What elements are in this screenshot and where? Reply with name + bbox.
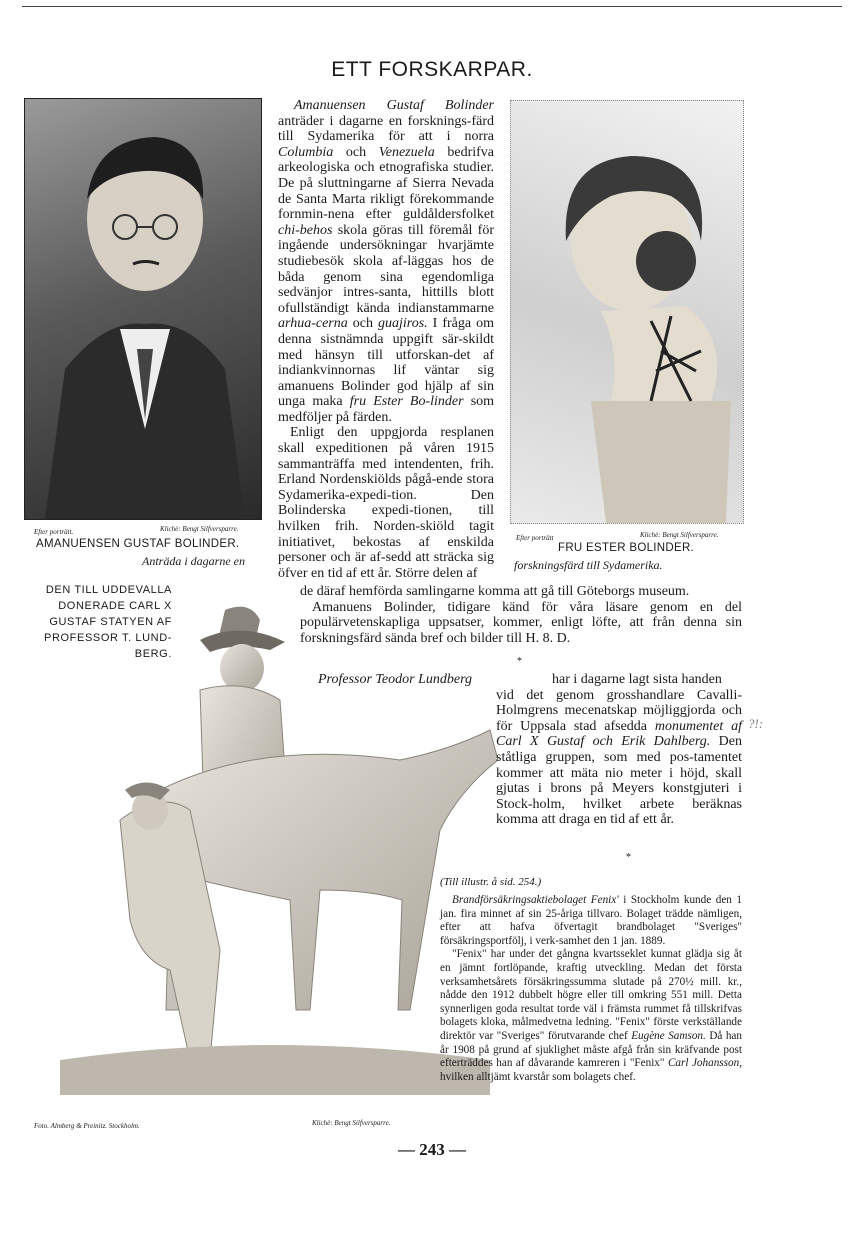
text-fragment: I fråga om denna sistnämnda uppgift sär-skildt med hänsyn till utforskan-det af indiankvinnornas lif väntar sig amanuens Bolinder god hjälp af sin unga maka (278, 316, 494, 410)
place-columbia: Columbia (278, 144, 334, 160)
name-samson: Eugène Samson. (631, 1029, 706, 1042)
name-johansson: Carl Johansson, (667, 1057, 742, 1070)
term-guajiros: guajiros. (377, 316, 428, 332)
lead-name-bolinder: Amanuensen Gustaf Bolinder (294, 98, 494, 113)
text-fragment: och (345, 144, 367, 160)
paragraph-resplan: Enligt den uppgjorda resplanen skall expeditionen på våren 1915 sammanträffa med intendenten, frih. Erland Nordenskiölds pågå-ende stora Sydamerika-expedi-tion. Den Bolinderska expedi-tionen, till hvilken frih. Norden-skiöld tagit initiativet, bekostas af enskilda personer och är af-sedd att sträcka sig öfver en tid af ett år. Större delen af (278, 425, 494, 581)
text-fragment: bedrifva arkeologiska och etnografiska studier. De på sluttningarne af Sierra Nevada de Santa Marta rikligt förekommande fornmin-nena efter guldåldersfolket (278, 144, 495, 223)
margin-note: ?!: (748, 716, 764, 731)
text-fragment: som medföljer på färden. (278, 394, 495, 425)
left-photo-caption: AMANUENSEN GUSTAF BOLINDER. (36, 538, 240, 550)
lead-name-lundberg: Professor Teodor Lundberg (318, 672, 473, 687)
text-fragment: skola göras till föremål för ingående undersökningar hvarjämte studiebesök skola af-läggas hos de båda genom sina egendomliga sedvänjor intres-santa, hittills blott ofullständigt kända indianstammarne (278, 222, 495, 316)
page-title: ETT FORSKARPAR. (331, 58, 533, 81)
article-fenix (440, 894, 742, 1084)
portrait-figure-woman (511, 101, 743, 523)
lundberg-first-words: har i dagarne lagt sista handen (552, 672, 722, 687)
paragraph-museum: de däraf hemförda samlingarne komma att gå till Göteborgs museum. (300, 584, 690, 599)
text-fragment: "Fenix" har under det gångna kvartsseklet kunnat glädja sig åt en jämnt fortlöpande, kraftig utveckling. Medan det första verksamhetsårets försäkringssumma slutade på 270½ mill. kr., nådde den 1912 dubbelt högre eller till omkring 551 mill. Detta synnerligen goda resultat torde väl i främsta rummet få tillskrifvas bolagets kloka, målmedvetna ledning. "Fenix" förste verkställande direktör var "Sveriges" förutvarande chef (440, 948, 742, 1042)
lundberg-first-line (318, 672, 742, 688)
portrait-figure (25, 99, 261, 519)
article-lundberg (318, 672, 742, 828)
statue-credit-left: Foto. Almberg & Preinitz. Stockholm. (34, 1122, 140, 1130)
term-chibehos: chi-behos (278, 222, 333, 238)
text-fragment: hvilken alltjämt kvarstår som bolagets chef. (440, 1070, 636, 1083)
page-number: — 243 — (398, 1140, 466, 1159)
top-rule (22, 6, 842, 7)
statue-caption-line: DONERADE CARL X (58, 600, 172, 612)
text-fragment: Då han år 1908 på grund af sjuklighet måste afgå från sin kräfvande post efterträddes han af dåvarande kamreren i "Fenix" (440, 1029, 742, 1070)
right-photo-credit-right: Klichè: Bengt Silfversparre. (640, 531, 719, 539)
text-fragment: Den ståtliga gruppen, som med pos-tamentet kommer att mäta nio meter i höjd, skall gjutas i brons på Meyers konstgjuteri i Stock-holm, hvilket arbete beräknas komma att draga en tid af ett år. (496, 734, 742, 828)
place-venezuela: Venezuela (378, 144, 435, 160)
paragraph-amanuens: Amanuens Bolinder, tidigare känd för våra läsare genom en del populärvetenskapliga uppsatser, kommer, enligt löfte, att från denna sin forskningsfärd sända bref och bilder till H. 8. D. (300, 599, 742, 646)
statue-caption-line: BERG. (134, 648, 172, 660)
name-ester-bolinder: fru Ester Bo-linder (349, 394, 464, 410)
statue-caption-line: GUSTAF STATYEN AF (49, 616, 172, 628)
statue-caption-line: DEN TILL UDDEVALLA (45, 584, 172, 596)
separator-star: * (517, 656, 522, 667)
statue-caption-line: PROFESSOR T. LUND- (44, 632, 172, 644)
lead-fenix: Brandförsäkringsaktiebolaget Fenix' (452, 894, 619, 906)
term-arhuacerna: arhua-cerna (278, 316, 348, 332)
left-photo-caption-sub: Anträda i dagarne en (142, 554, 245, 568)
statue-photo-carl-x-gustaf (20, 590, 510, 1110)
right-photo-caption-sub: forskningsfärd till Sydamerika. (514, 558, 663, 572)
separator-star: * (626, 852, 631, 863)
right-photo-caption: FRU ESTER BOLINDER. (558, 542, 695, 554)
monument-title: monumentet af Carl X Gustaf och Erik Dahlberg. (496, 718, 742, 750)
portrait-photo-ester-bolinder (510, 100, 744, 524)
left-photo-credit-left: Efter porträtt. (34, 528, 74, 536)
lundberg-body: vid det genom grosshandlare Cavalli-Holmgrens mecenatskap möjliggjorda och för Uppsala stad afsedda monumentet af Carl X Gustaf och Erik Dahlberg. Den ståtliga gruppen, som med pos-tamentet kommer att mäta nio meter i höjd, skall gjutas i brons på Meyers konstgjuteri i Stock-holm, hvilket arbete beräknas komma att draga en tid af ett år. (496, 687, 742, 828)
statue-credit-right: Klichè: Bengt Silfversparre. (312, 1119, 391, 1127)
text-fragment: i Stockholm kunde den 1 jan. fira minnet af sin 25-åriga tillvaro. Bolaget trädde nämligen, efter att hafva öfvertagit brandbolaget "Sveriges" försäkringsportfölj, i verk-samhet den 1 jan. 1889. (440, 894, 742, 947)
portrait-photo-gustaf-bolinder (24, 98, 262, 520)
article-bolinder-column: Amanuensen Gustaf Bolinder anträder i dagarne en forsknings-färd till Sydamerika för att i norra Columbia och Venezuela bedrifva arkeologiska och etnografiska studier. De på sluttningarne af Sierra Nevada de Santa Marta rikligt förekommande fornmin-nena efter guldåldersfolket chi-behos skola göras till föremål för ingående undersökningar hvarjämte studiebesök skola af-läggas hos de båda genom sina egendomliga sedvänjor intres-santa, hittills blott ofullständigt kända indianstammarne arhua-cerna och guajiros. I fråga om denna sistnämnda uppgift sär-skildt med hänsyn till utforskan-det af indiankvinnornas lif väntar sig amanuens Bolinder god hjälp af sin unga maka fru Ester Bo-linder som medföljer på färden. Enligt den uppgjorda resplanen skall expeditionen på våren 1915 sammanträffa med intendenten, frih. Erland Nordenskiölds pågå-ende stora Sydamerika-expedi-tion. Den Bolinderska expedi-tionen, till hvilken frih. Norden-skiöld tagit initiativet, bekostas af enskilda personer och är af-sedd att sträcka sig öfver en tid af ett år. Större delen af (278, 98, 495, 581)
right-photo-credit-left: Efter porträtt (516, 534, 554, 542)
illustration-reference: (Till illustr. å sid. 254.) (440, 876, 542, 888)
left-photo-credit-right: Klichè: Bengt Silfversparre. (160, 525, 239, 533)
text-fragment: anträder i dagarne en forsknings-färd till Sydamerika för att i norra (278, 113, 494, 145)
